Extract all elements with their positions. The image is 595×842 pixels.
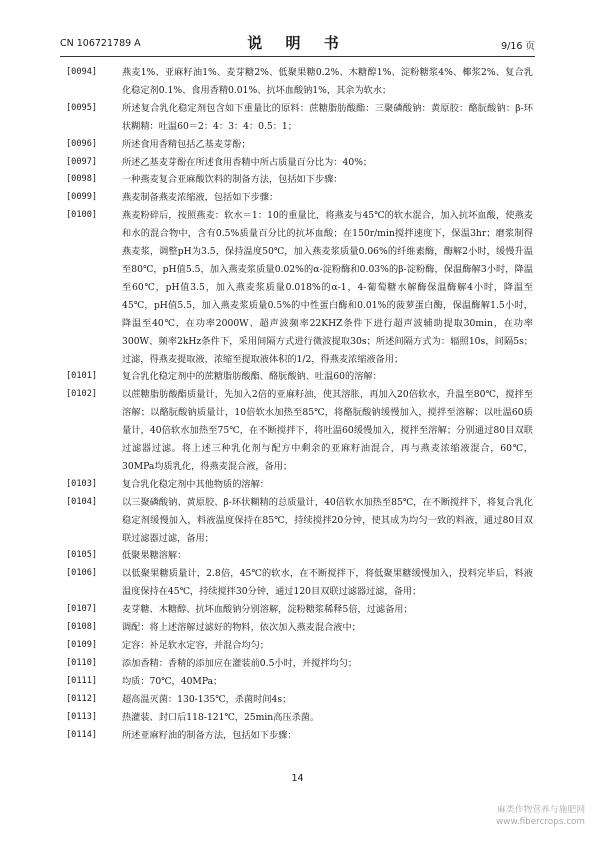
paragraph-text: 燕麦制备燕麦浓缩液，包括如下步骤： <box>122 192 279 204</box>
paragraph-number: [0114] <box>66 729 98 740</box>
paragraph <box>66 100 533 136</box>
paragraph-text: 以三聚磷酸钠、黄原胶、β-环状糊精的总质量计，40倍软水加热至85℃，在不断搅拌下，将复合乳化稳定剂缓慢加入，料液温度保持在85℃，持续搅拌20分钟，使其成为均匀一致的料液，通过80目双联过滤器过滤，备用； <box>122 496 533 544</box>
paragraph <box>66 189 533 207</box>
paragraph-text: 低聚果糖溶解： <box>122 550 187 562</box>
paragraph-text: 以蔗糖脂肪酸酯质量计，先加入2倍的亚麻籽油，使其溶胀，再加入20倍软水，升温至80℃，搅拌至溶解；以酪朊酸钠质量计，10倍软水加热至85℃，将酪朊酸钠缓慢加入，搅拌至溶解；以吐温60质量计，40倍软水加热至75℃，在不断搅拌下，将吐温60缓慢加入，搅拌至溶解；分别通过80目双联过滤器过滤。将上述三种乳化剂与配方中剩余的亚麻籽油混合，再与燕麦浓缩液混合，60℃，30MPa均质乳化，得燕麦混合液，备用； <box>122 389 533 472</box>
page-number: 14 <box>291 773 304 784</box>
paragraph <box>66 547 533 565</box>
paragraph-text: 超高温灭菌：130-135℃，杀菌时间4s； <box>122 693 292 705</box>
paragraph-text: 一种燕麦复合亚麻酸饮料的制备方法，包括如下步骤： <box>122 174 343 186</box>
paragraph-number: [0098] <box>66 174 98 185</box>
paragraph-number: [0112] <box>66 693 98 704</box>
paragraph-text: 调配：将上述溶解过滤好的物料，依次加入燕麦混合液中； <box>122 622 361 634</box>
paragraph-text: 复合乳化稳定剂中的蔗糖脂肪酸酯、酪朊酸钠、吐温60的溶解： <box>122 371 382 383</box>
paragraph-number: [0095] <box>66 102 98 113</box>
paragraph-number: [0104] <box>66 496 98 507</box>
paragraph-number: [0106] <box>66 568 98 579</box>
paragraph <box>66 601 533 619</box>
paragraph-text: 燕麦粉碎后，按照燕麦：软水＝1：10的重量比，将燕麦与45℃的软水混合，加入抗坏血酸，使燕麦和水的混合物中，含有0.5%质量百分比的抗坏血酸；在150r/min搅拌速度下，保温3hr；磨浆制得燕麦浆，调整pH为3.5，保持温度50℃，加入燕麦浆质量0.06%的纤维素酶，酶解2小时，缓慢升温至80℃，pH值5.5，加入燕麦浆质量0.02%的α-淀粉酶和0.03%的β-淀粉酶，保温酶解3小时，降温至60℃，pH值3.5，加入燕麦浆质量0.018%的α-1，4-葡萄糖水解酶保温酶解4小时，降温至45℃，pH值5.5，加入燕麦浆质量0.5%的中性蛋白酶和0.01%的菠萝蛋白酶，保温酶解1.5小时，降温至40℃，在功率2000W、超声波频率22KHZ条件下进行超声波辅助提取30min，在功率300W、频率2kHz条件下，采用间隔方式进行微波提取30s；所述间隔方式为：辐照10s，间隔5s；过滤，得燕麦提取液，浓缩至提取液体积的1/2，得燕麦浓缩液备用； <box>122 210 533 365</box>
paragraph-number: [0113] <box>66 711 98 722</box>
paragraph-number: [0097] <box>66 156 98 167</box>
paragraph <box>66 171 533 189</box>
paragraph <box>66 476 533 494</box>
paragraph-number: [0109] <box>66 640 98 650</box>
paragraph <box>66 655 533 673</box>
paragraph-text: 以低聚果糖质量计，2.8倍，45℃的软水，在不断搅拌下，将低聚果糖缓慢加入，投料完毕后，料液温度保持在45℃，持续搅拌30分钟，通过120目双联过滤器过滤，备用； <box>122 568 533 598</box>
page-indicator: 9/16 页 <box>501 41 535 52</box>
paragraph <box>66 386 533 476</box>
paragraph <box>66 637 533 655</box>
paragraph-text: 定容：补足软水定容，并混合均匀； <box>122 640 269 651</box>
paragraph <box>66 619 533 637</box>
paragraph <box>66 691 533 709</box>
paragraph-number: [0094] <box>66 67 98 77</box>
paragraph <box>66 727 533 745</box>
paragraph-number: [0100] <box>66 210 98 221</box>
paragraph-text: 所述复合乳化稳定剂包含如下重量比的原料：蔗糖脂肪酸酯：三聚磷酸钠：黄原胶：酪朊酸钠：β-环状糊精：吐温60＝2：4：3：4：0.5：1； <box>122 102 533 132</box>
publication-number: CN 106721789 A <box>60 38 141 49</box>
paragraph-text: 热灌装、封口后118-121℃，25min高压杀菌。 <box>122 711 320 723</box>
paragraph-text: 所述亚麻籽油的制备方法，包括如下步骤： <box>122 729 297 741</box>
paragraph-text: 所述食用香精包括乙基麦芽酚； <box>122 138 251 150</box>
paragraph-number: [0099] <box>66 192 98 203</box>
paragraph-number: [0101] <box>66 371 98 382</box>
document-title: 说 明 书 <box>247 34 348 52</box>
paragraph-text: 均质：70℃，40MPa； <box>122 675 223 687</box>
paragraph-number: [0102] <box>66 389 98 400</box>
watermark-site-name: 麻类作物营养与施肥网 <box>497 805 585 815</box>
paragraph <box>66 64 533 100</box>
paragraph-number: [0108] <box>66 622 98 633</box>
paragraph <box>66 368 533 386</box>
paragraph <box>66 673 533 691</box>
paragraph <box>66 154 533 172</box>
paragraph <box>66 136 533 154</box>
paragraph-number: [0096] <box>66 138 98 149</box>
paragraph-text: 燕麦1%、亚麻籽油1%、麦芽糖2%、低聚果糖0.2%、木糖醇1%、淀粉糖浆4%、椰浆2%、复合乳化稳定剂0.1%、食用香精0.01%、抗坏血酸钠1%，其余为软水； <box>122 67 533 96</box>
watermark <box>496 804 585 828</box>
paragraph-text: 所述乙基麦芽酚在所述食用香精中所占质量百分比为：40%； <box>122 156 373 168</box>
paragraph-number: [0107] <box>66 604 98 615</box>
paragraph-number: [0105] <box>66 550 98 561</box>
paragraph-number: [0111] <box>66 675 98 686</box>
paragraph-number: [0103] <box>66 478 98 489</box>
paragraph-text: 添加香精：香精的添加应在灌装前0.5小时，并搅拌均匀； <box>122 657 358 669</box>
paragraph-number: [0110] <box>66 657 98 668</box>
paragraph <box>66 565 533 601</box>
paragraph <box>66 207 533 368</box>
page-header <box>60 30 535 57</box>
paragraph-text: 复合乳化稳定剂中其他物质的溶解： <box>122 478 269 490</box>
paragraph <box>66 709 533 727</box>
description-body <box>66 64 533 744</box>
watermark-url: www.fibercrops.com <box>496 817 585 827</box>
paragraph-text: 麦芽糖、木糖醇、抗坏血酸钠分别溶解，淀粉糖浆稀释5倍，过滤备用； <box>122 604 413 616</box>
paragraph <box>66 494 533 548</box>
